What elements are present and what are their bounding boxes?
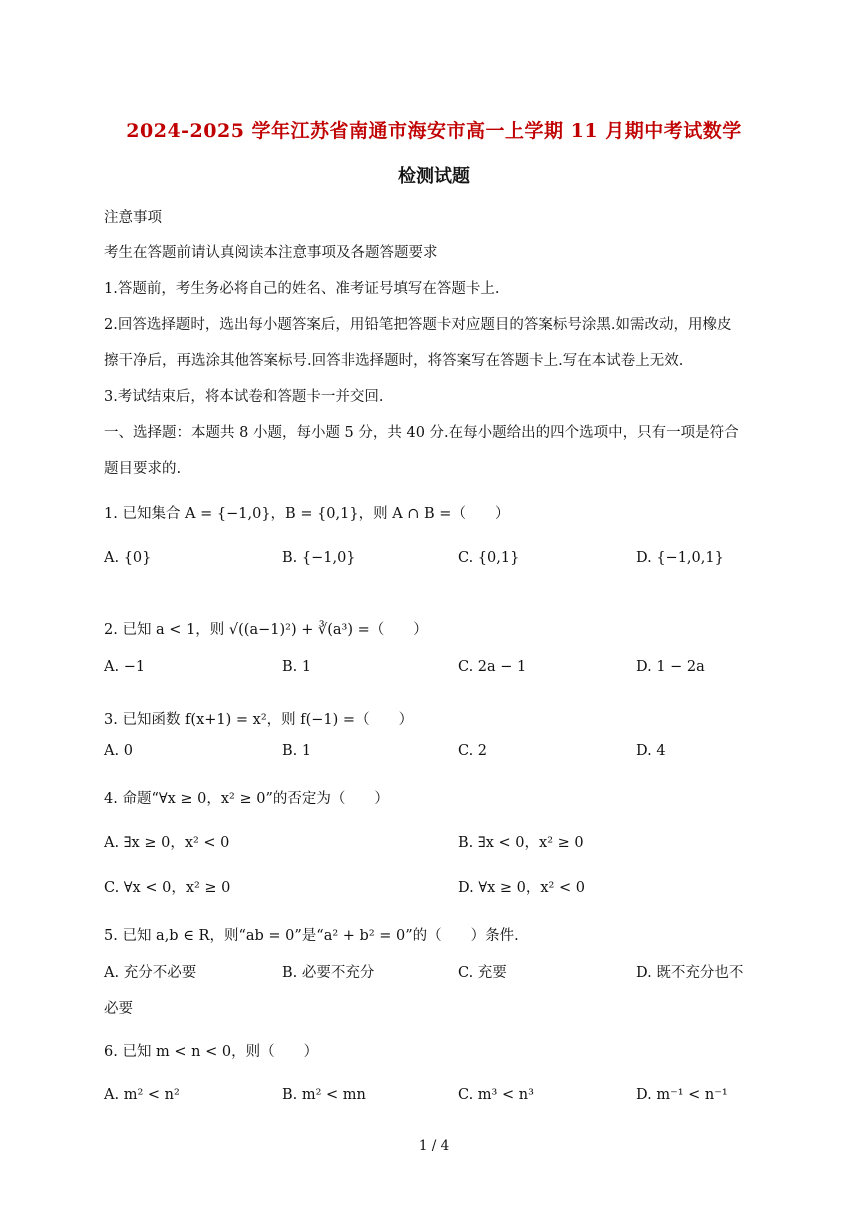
question-1-option-d: D. {−1,0,1} bbox=[636, 550, 724, 566]
document-title: 2024-2025 学年江苏省南通市海安市高一上学期 11 月期中考试数学 bbox=[126, 120, 742, 142]
notice-item-1: 1.答题前，考生务必将自己的姓名、准考证号填写在答题卡上. bbox=[104, 281, 500, 297]
document-subtitle: 检测试题 bbox=[398, 166, 470, 187]
question-4-option-c: C. ∀x < 0，x² ≥ 0 bbox=[104, 880, 231, 896]
question-2-option-a: A. −1 bbox=[104, 659, 146, 675]
question-5-option-d: D. 既不充分也不 bbox=[636, 965, 744, 981]
question-6-stem: 6. 已知 m < n < 0，则（ ） bbox=[104, 1044, 319, 1060]
question-4-stem: 4. 命题“∀x ≥ 0，x² ≥ 0”的否定为（ ） bbox=[104, 791, 389, 807]
question-2-option-d: D. 1 − 2a bbox=[636, 659, 705, 675]
question-4-option-b: B. ∃x < 0，x² ≥ 0 bbox=[458, 835, 584, 851]
notice-intro: 考生在答题前请认真阅读本注意事项及各题答题要求 bbox=[104, 245, 438, 261]
question-3-option-a: A. 0 bbox=[104, 743, 133, 759]
question-2-stem: 2. 已知 a < 1，则 √((a−1)²) + ∛(a³) =（ ） bbox=[104, 622, 428, 638]
question-1-stem: 1. 已知集合 A = {−1,0}，B = {0,1}，则 A ∩ B =（ ） bbox=[104, 506, 510, 522]
question-2-option-b: B. 1 bbox=[282, 659, 312, 675]
page-number: 1 / 4 bbox=[418, 1138, 450, 1154]
question-3-stem: 3. 已知函数 f(x+1) = x²，则 f(−1) =（ ） bbox=[104, 712, 414, 728]
question-6-option-b: B. m² < mn bbox=[282, 1087, 366, 1103]
section-heading-cont: 题目要求的. bbox=[104, 461, 182, 477]
question-3-option-b: B. 1 bbox=[282, 743, 312, 759]
question-5-option-a: A. 充分不必要 bbox=[104, 965, 197, 981]
question-1-option-a: A. {0} bbox=[104, 550, 152, 566]
question-5-option-c: C. 充要 bbox=[458, 965, 507, 981]
question-2-option-c: C. 2a − 1 bbox=[458, 659, 527, 675]
question-1-option-c: C. {0,1} bbox=[458, 550, 520, 566]
notice-heading: 注意事项 bbox=[104, 210, 162, 226]
question-3-option-c: C. 2 bbox=[458, 743, 488, 759]
section-heading: 一、选择题：本题共 8 小题，每小题 5 分，共 40 分.在每小题给出的四个选项中，只有一项是符合 bbox=[104, 425, 739, 441]
notice-item-2: 2.回答选择题时，选出每小题答案后，用铅笔把答题卡对应题目的答案标号涂黑.如需改动，用橡皮 bbox=[104, 317, 732, 333]
question-6-option-c: C. m³ < n³ bbox=[458, 1087, 534, 1103]
question-5-stem: 5. 已知 a,b ∈ R，则“ab = 0”是“a² + b² = 0”的（ ）条件. bbox=[104, 928, 519, 944]
question-5-option-b: B. 必要不充分 bbox=[282, 965, 375, 981]
question-5-option-d-cont: 必要 bbox=[104, 1001, 133, 1017]
question-1-option-b: B. {−1,0} bbox=[282, 550, 356, 566]
question-6-option-a: A. m² < n² bbox=[104, 1087, 180, 1103]
notice-item-2-cont: 擦干净后，再选涂其他答案标号.回答非选择题时，将答案写在答题卡上.写在本试卷上无效. bbox=[104, 353, 684, 369]
question-6-option-d: D. m⁻¹ < n⁻¹ bbox=[636, 1087, 728, 1103]
question-3-option-d: D. 4 bbox=[636, 743, 666, 759]
notice-item-3: 3.考试结束后，将本试卷和答题卡一并交回. bbox=[104, 389, 384, 405]
question-4-option-d: D. ∀x ≥ 0，x² < 0 bbox=[458, 880, 585, 896]
question-4-option-a: A. ∃x ≥ 0，x² < 0 bbox=[104, 835, 230, 851]
